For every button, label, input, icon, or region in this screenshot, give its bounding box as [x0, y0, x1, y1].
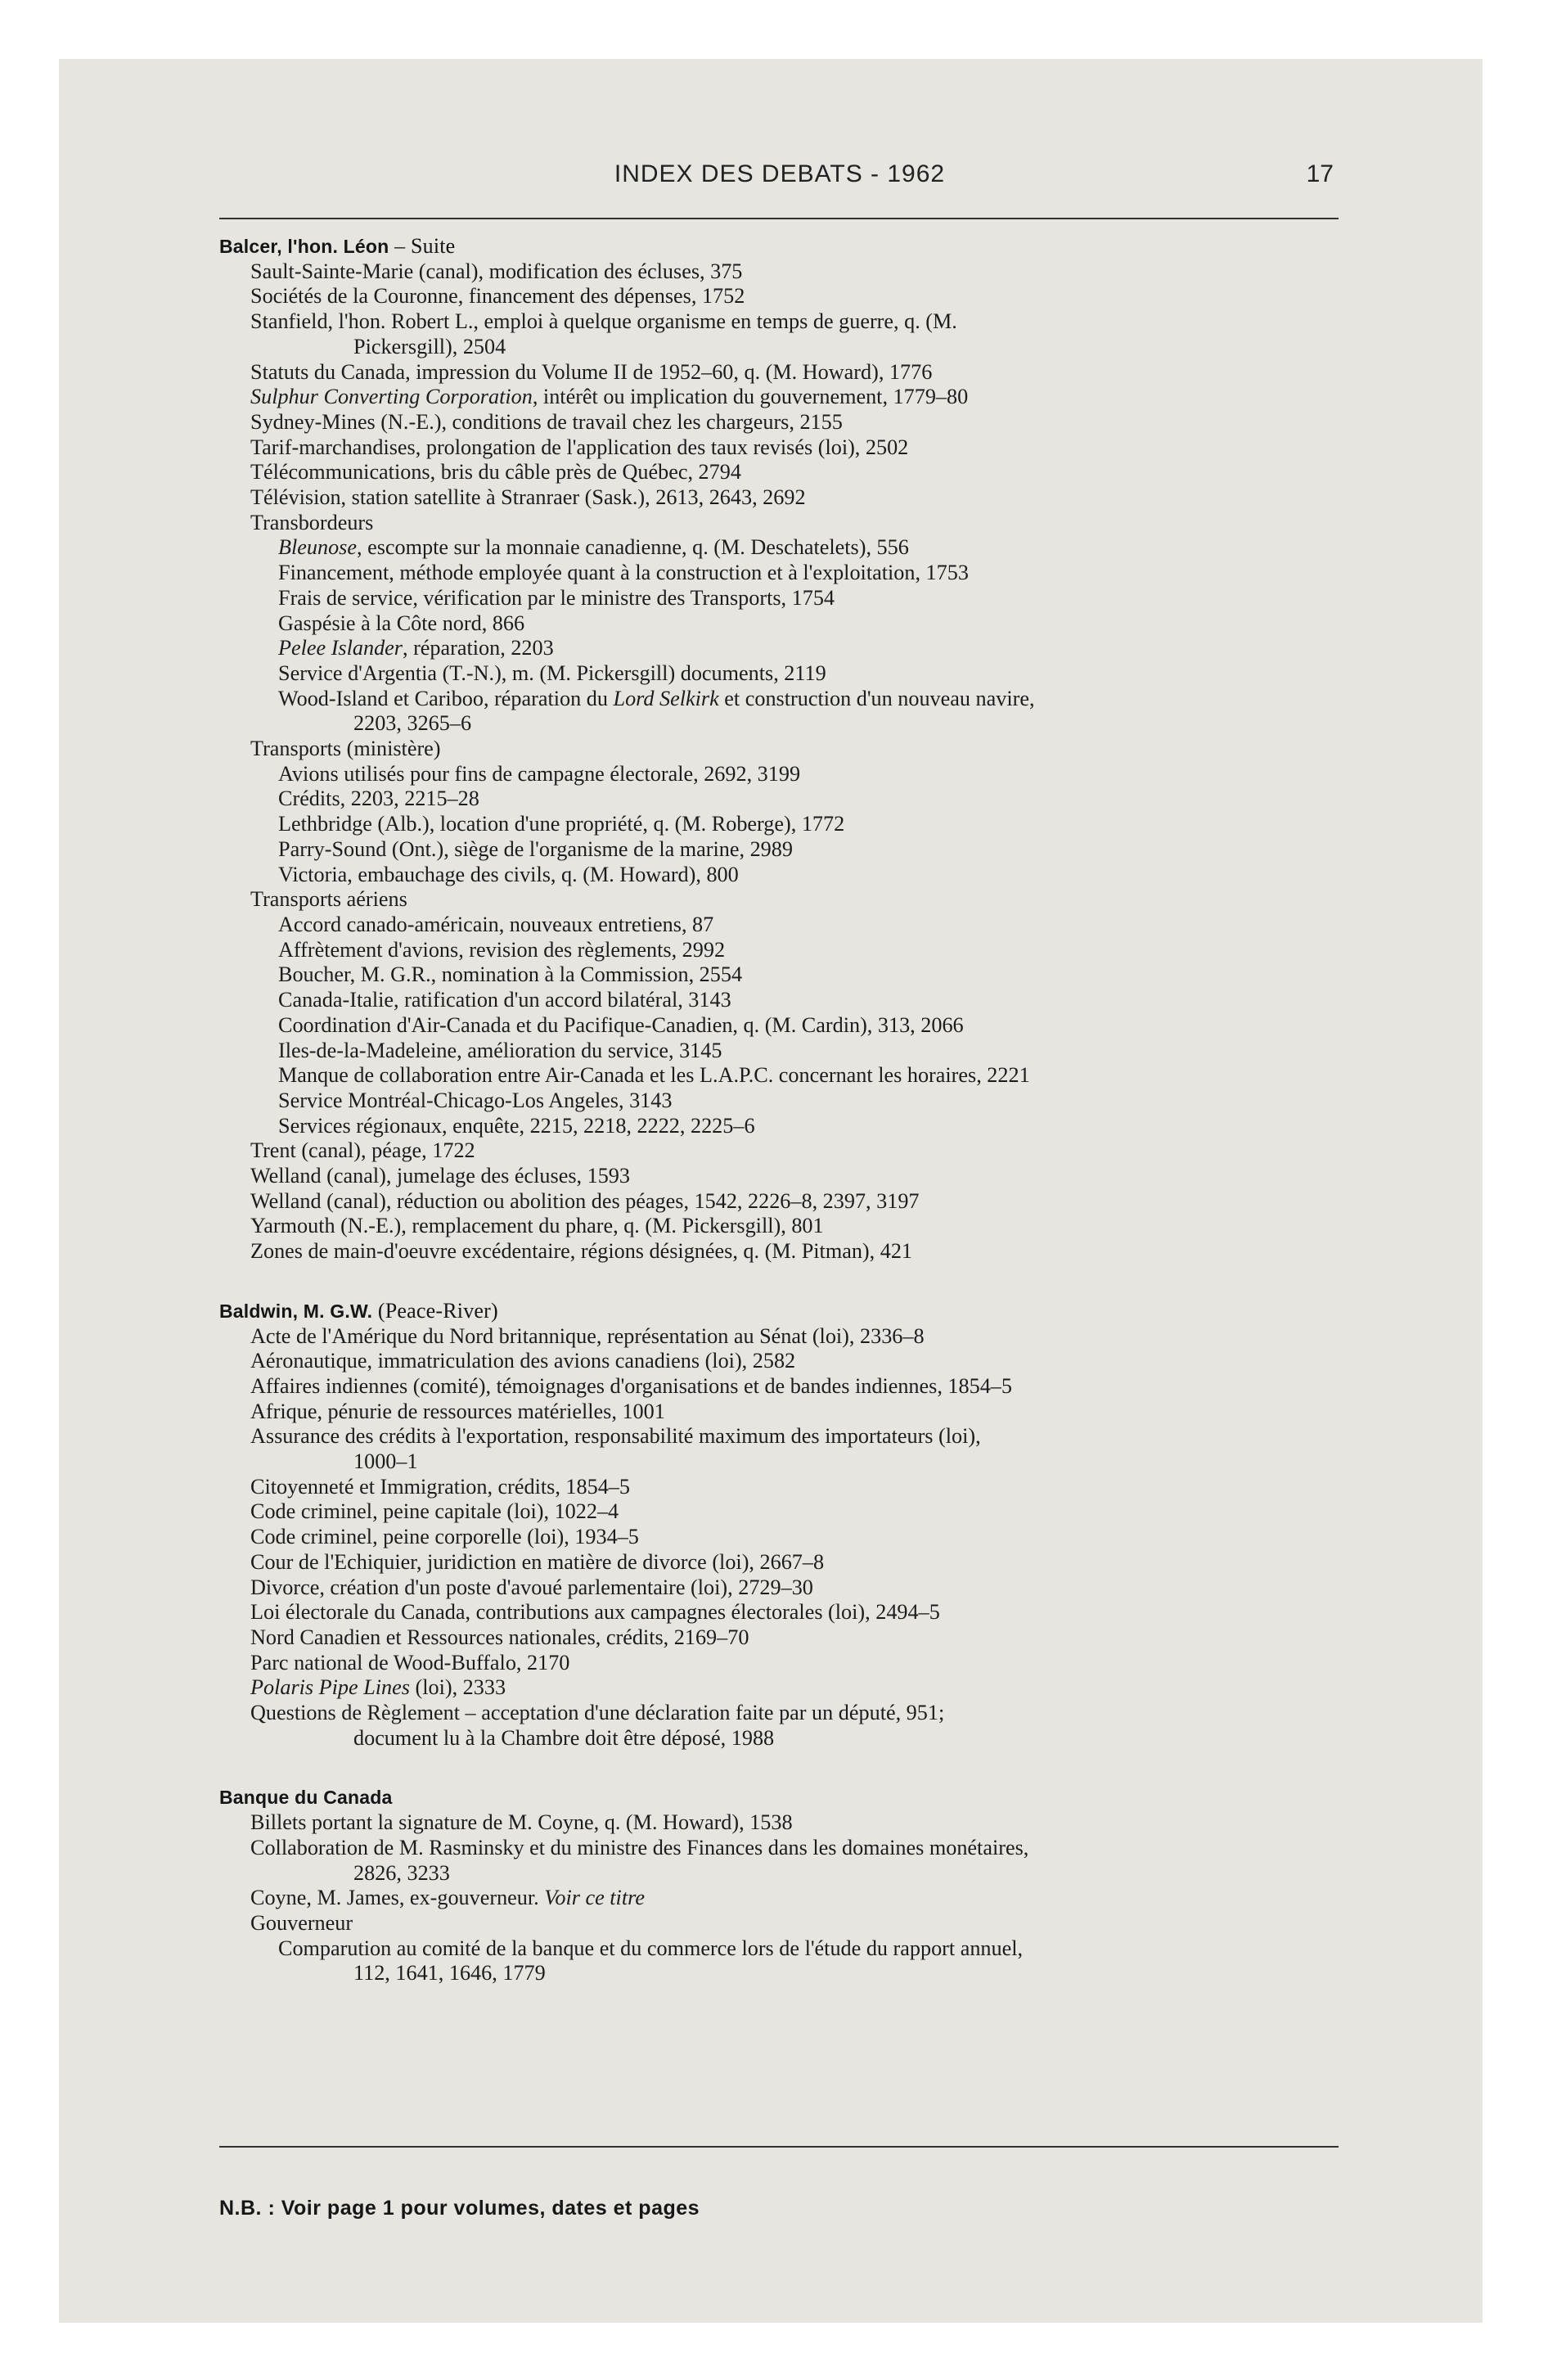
entry-text: Cour de l'Echiquier, juridiction en matière de divorce (loi), 2667–8 — [250, 1549, 825, 1574]
index-entry — [219, 1499, 1365, 1525]
entry-text: Coyne, M. James, ex-gouverneur. — [250, 1886, 545, 1910]
entry-text: Trent (canal), péage, 1722 — [250, 1138, 475, 1163]
index-entry — [219, 385, 1365, 410]
entry-text: document lu à la Chambre doit être déposé, 1988 — [353, 1725, 775, 1750]
footer-note: N.B. : Voir page 1 pour volumes, dates et pages — [219, 2197, 700, 2220]
index-entry — [219, 1189, 1365, 1215]
index-entry — [219, 787, 1365, 812]
entry-text: Zones de main-d'oeuvre excédentaire, régions désignées, q. (M. Pitman), 421 — [250, 1239, 913, 1264]
entry-text: Crédits, 2203, 2215–28 — [278, 787, 479, 811]
index-entry — [219, 812, 1365, 837]
index-entry — [219, 1600, 1365, 1625]
index-entry — [219, 259, 1365, 285]
index-entry — [219, 762, 1365, 787]
index-entry — [219, 1861, 1365, 1886]
entry-text: Iles-de-la-Madeleine, amélioration du service, 3145 — [278, 1038, 722, 1062]
index-entry — [219, 687, 1365, 712]
entry-text: Coordination d'Air-Canada et du Pacifique-Canadien, q. (M. Cardin), 313, 2066 — [278, 1012, 964, 1037]
index-entry — [219, 1424, 1365, 1449]
entry-text: Tarif-marchandises, prolongation de l'application des taux revisés (loi), 2502 — [250, 435, 909, 459]
entry-text: Télévision, station satellite à Stranraer (Sask.), 2613, 2643, 2692 — [250, 485, 806, 510]
entry-text: Manque de collaboration entre Air-Canada et les L.A.P.C. concernant les horaires, 2221 — [278, 1063, 1030, 1088]
index-entry — [219, 1164, 1365, 1189]
entry-text: 2826, 3233 — [353, 1860, 450, 1885]
index-entry — [219, 309, 1365, 335]
index-entry — [219, 1810, 1365, 1836]
index-entry — [219, 711, 1365, 737]
entry-text: Transports aériens — [250, 887, 407, 912]
entry-text: Welland (canal), jumelage des écluses, 1593 — [250, 1164, 630, 1188]
index-entry — [219, 1013, 1365, 1039]
entry-text: Aéronautique, immatriculation des avions canadiens (loi), 2582 — [250, 1349, 796, 1373]
entry-text: Welland (canal), réduction ou abolition des péages, 1542, 2226–8, 2397, 3197 — [250, 1188, 920, 1213]
page-number: 17 — [1306, 160, 1334, 187]
entry-italic: Lord Selkirk — [613, 686, 719, 710]
entry-text: Yarmouth (N.-E.), remplacement du phare, q. (M. Pickersgill), 801 — [250, 1214, 824, 1238]
entry-text: Accord canado-américain, nouveaux entretiens, 87 — [278, 912, 714, 936]
entry-text: Sault-Sainte-Marie (canal), modification des écluses, 375 — [250, 259, 743, 283]
index-entry — [219, 561, 1365, 586]
index-entry — [219, 1039, 1365, 1064]
index-entry — [219, 1575, 1365, 1601]
index-entry — [219, 661, 1365, 687]
entry-text: Affrètement d'avions, revision des règlements, 2992 — [278, 937, 726, 962]
index-entry — [219, 1701, 1365, 1726]
entry-text: 2203, 3265–6 — [353, 711, 472, 736]
entry-text: Afrique, pénurie de ressources matérielles, 1001 — [250, 1399, 665, 1423]
entry-text: Services régionaux, enquête, 2215, 2218, 2222, 2225–6 — [278, 1113, 755, 1138]
index-entry — [219, 1550, 1365, 1575]
entry-text: Sociétés de la Couronne, financement des dépenses, 1752 — [250, 284, 745, 309]
index-entry — [219, 988, 1365, 1013]
entry-text: , réparation, 2203 — [402, 636, 554, 660]
entry-italic: Polaris Pipe Lines — [250, 1675, 410, 1700]
entry-text: Collaboration de M. Rasminsky et du ministre des Finances dans les domaines monétaires, — [250, 1835, 1029, 1859]
index-entry — [219, 335, 1365, 360]
entry-text: Financement, méthode employée quant à la construction et à l'exploitation, 1753 — [278, 561, 969, 585]
index-entry — [219, 586, 1365, 611]
index-entry — [219, 1063, 1365, 1089]
entry-italic: Sulphur Converting Corporation — [250, 385, 533, 409]
index-entry — [219, 1936, 1365, 1962]
entry-text: Citoyenneté et Immigration, crédits, 1854–5 — [250, 1474, 630, 1499]
index-entry — [219, 1239, 1365, 1264]
index-entry — [219, 1324, 1365, 1350]
entry-text: Parc national de Wood-Buffalo, 2170 — [250, 1650, 570, 1675]
index-entry — [219, 1726, 1365, 1751]
index-entry — [219, 1525, 1365, 1550]
index-entry — [219, 1651, 1365, 1676]
index-entry — [219, 1449, 1365, 1475]
index-section — [219, 1785, 1365, 1986]
index-entry — [219, 611, 1365, 637]
entry-text: Canada-Italie, ratification d'un accord bilatéral, 3143 — [278, 988, 731, 1012]
index-entry — [219, 962, 1365, 988]
entry-text: Lethbridge (Alb.), location d'une propriété, q. (M. Roberge), 1772 — [278, 812, 845, 836]
entry-text: (loi), 2333 — [409, 1675, 506, 1700]
entry-text: 112, 1641, 1646, 1779 — [353, 1961, 546, 1986]
entry-text: Comparution au comité de la banque et du commerce lors de l'étude du rapport annuel, — [278, 1936, 1024, 1960]
entry-italic: Bleunose — [278, 535, 357, 560]
heading-suffix: – Suite — [389, 234, 456, 258]
entry-text: Service Montréal-Chicago-Los Angeles, 3143 — [278, 1088, 673, 1112]
header-rule — [219, 218, 1339, 219]
entry-text: , escompte sur la monnaie canadienne, q. (M. Deschatelets), 556 — [357, 535, 909, 560]
page-header — [219, 160, 1340, 203]
entry-text: Télécommunications, bris du câble près de Québec, 2794 — [250, 460, 741, 485]
entry-text: 1000–1 — [353, 1449, 418, 1474]
footer-rule — [219, 2146, 1339, 2148]
entry-text: Pickersgill), 2504 — [353, 334, 506, 358]
entry-text: Loi électorale du Canada, contributions aux campagnes électorales (loi), 2494–5 — [250, 1600, 940, 1625]
entry-text: Victoria, embauchage des civils, q. (M. Howard), 800 — [278, 862, 739, 886]
index-entry — [219, 1911, 1365, 1936]
entry-italic: Voir ce titre — [544, 1886, 645, 1910]
entry-text: Wood-Island et Cariboo, réparation du — [278, 686, 614, 710]
section-heading — [219, 234, 1365, 259]
index-body — [219, 234, 1365, 1986]
entry-text: , intérêt ou implication du gouvernement, 1779–80 — [532, 385, 969, 409]
index-entry — [219, 284, 1365, 309]
entry-text: Transbordeurs — [250, 510, 374, 534]
index-entry — [219, 1400, 1365, 1425]
index-entry — [219, 435, 1365, 461]
entry-text: Code criminel, peine corporelle (loi), 1934–5 — [250, 1525, 639, 1549]
entry-text: Assurance des crédits à l'exportation, responsabilité maximum des importateurs (loi), — [250, 1424, 981, 1449]
entry-text: Service d'Argentia (T.-N.), m. (M. Pickersgill) documents, 2119 — [278, 660, 826, 685]
index-entry — [219, 1475, 1365, 1500]
page-title: INDEX DES DEBATS - 1962 — [614, 160, 946, 187]
entry-text: Statuts du Canada, impression du Volume II de 1952–60, q. (M. Howard), 1776 — [250, 359, 933, 384]
index-entry — [219, 1886, 1365, 1911]
index-entry — [219, 1089, 1365, 1114]
entry-text: Transports (ministère) — [250, 737, 441, 761]
entry-text: Boucher, M. G.R., nomination à la Commission, 2554 — [278, 962, 743, 987]
index-entry — [219, 535, 1365, 561]
entry-text: Code criminel, peine capitale (loi), 1022–4 — [250, 1499, 619, 1524]
index-section — [219, 234, 1365, 1264]
index-entry — [219, 913, 1365, 938]
heading-name: Baldwin, M. G.W. — [219, 1300, 373, 1322]
section-heading — [219, 1299, 1365, 1324]
index-entry — [219, 1349, 1365, 1374]
index-entry — [219, 485, 1365, 511]
index-entry — [219, 938, 1365, 963]
index-entry — [219, 1214, 1365, 1239]
entry-italic: Pelee Islander — [278, 636, 403, 660]
entry-text: Acte de l'Amérique du Nord britannique, représentation au Sénat (loi), 2336–8 — [250, 1323, 925, 1348]
entry-text: Divorce, création d'un poste d'avoué parlementaire (loi), 2729–30 — [250, 1575, 813, 1599]
entry-text: Nord Canadien et Ressources nationales, crédits, 2169–70 — [250, 1625, 749, 1649]
index-entry — [219, 1836, 1365, 1861]
index-entry — [219, 1138, 1365, 1164]
index-entry — [219, 837, 1365, 863]
index-entry — [219, 863, 1365, 888]
index-entry — [219, 410, 1365, 435]
index-entry — [219, 460, 1365, 485]
section-heading — [219, 1785, 1365, 1810]
entry-text: Stanfield, l'hon. Robert L., emploi à quelque organisme en temps de guerre, q. (M. — [250, 309, 957, 334]
index-entry — [219, 1961, 1365, 1986]
index-entry — [219, 1374, 1365, 1400]
index-entry — [219, 737, 1365, 762]
entry-text: Avions utilisés pour fins de campagne électorale, 2692, 3199 — [278, 761, 801, 786]
index-entry — [219, 511, 1365, 536]
entry-text: Questions de Règlement – acceptation d'une déclaration faite par un député, 951; — [250, 1701, 945, 1725]
index-entry — [219, 1625, 1365, 1651]
index-section — [219, 1299, 1365, 1751]
heading-name: Banque du Canada — [219, 1787, 393, 1809]
entry-text: et construction d'un nouveau navire, — [718, 686, 1035, 710]
index-entry — [219, 360, 1365, 385]
index-entry — [219, 1675, 1365, 1701]
entry-text: Frais de service, vérification par le ministre des Transports, 1754 — [278, 585, 835, 610]
index-entry — [219, 1114, 1365, 1139]
entry-text: Affaires indiennes (comité), témoignages d'organisations et de bandes indiennes, 1854–5 — [250, 1373, 1012, 1398]
heading-suffix: (Peace-River) — [372, 1298, 498, 1323]
entry-text: Gaspésie à la Côte nord, 866 — [278, 611, 525, 635]
heading-name: Balcer, l'hon. Léon — [219, 236, 389, 257]
index-entry — [219, 887, 1365, 913]
entry-text: Billets portant la signature de M. Coyne, q. (M. Howard), 1538 — [250, 1810, 793, 1835]
entry-text: Parry-Sound (Ont.), siège de l'organisme de la marine, 2989 — [278, 836, 793, 861]
index-entry — [219, 636, 1365, 661]
entry-text: Gouverneur — [250, 1911, 353, 1935]
entry-text: Sydney-Mines (N.-E.), conditions de travail chez les chargeurs, 2155 — [250, 409, 843, 434]
